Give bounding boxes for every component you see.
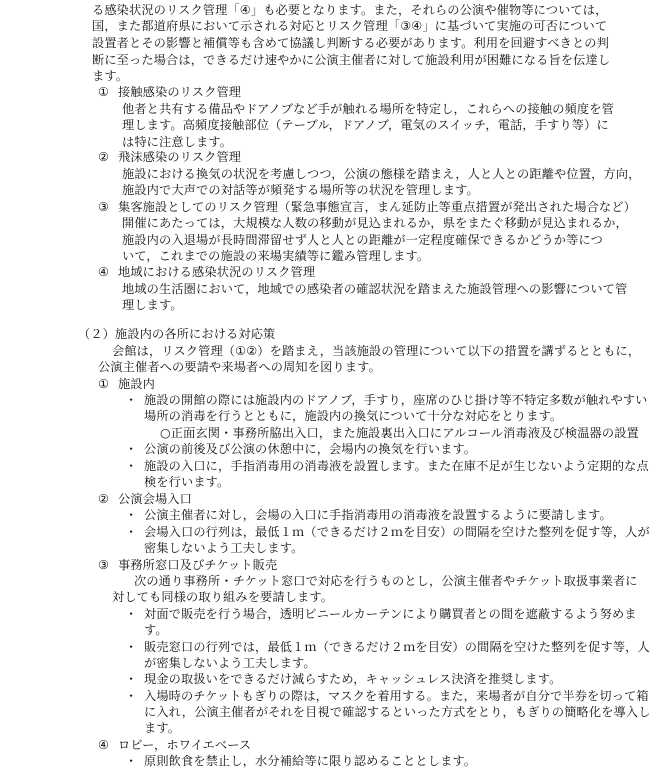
risk-3-number: ③ <box>98 199 110 214</box>
risk-3-line: 施設内の入退場が長時間滞留せず人と人との距離が一定程度確保できるかどうか等につ <box>122 232 603 247</box>
risk-2-number: ② <box>98 149 110 164</box>
risk-4-line: 地域の生活圏において，地域での感染者の確認状況を踏まえた施設管理への影響について管 <box>122 281 628 296</box>
bullet-text: 公演主催者に対し，会場の入口に手指消毒用の消毒液を設置するように要請します。 <box>144 508 612 523</box>
section-2-heading: （２）施設内の各所における対応策 <box>78 327 276 342</box>
bullet-text: に入れ，公演主催者がそれを目視で確認するといった方式をとり，もぎりの簡略化を導入し <box>144 705 651 719</box>
risk-1-line: 理します。高頻度接触部位（テーブル，ドアノブ，電気のスイッチ，電話，手すり等）に <box>122 117 609 132</box>
risk-1-number: ① <box>98 84 110 99</box>
risk-4-line: 理します。 <box>122 297 183 312</box>
bullet-icon: ・ <box>125 508 138 523</box>
risk-1-line: は特に注意します。 <box>122 134 233 149</box>
bullet-text: 場所の消毒を行うとともに，施設内の換気について十分な対応をとります。 <box>144 409 563 424</box>
bullet-icon: ・ <box>125 459 138 474</box>
intro-line-3: 設置者とその影響と補償等も含めて協議し判断する必要があります。利用を回避すべきとの判 <box>92 35 609 50</box>
risk-2-line: 施設内で大声での対話等が頻発する場所等の状況を管理します。 <box>122 182 479 197</box>
bullet-text: 検を行います。 <box>144 475 230 490</box>
area-1-number: ① <box>98 377 110 392</box>
bullet-text: 原則飲食を禁止し，水分補給等に限り認めることとします。 <box>144 754 477 768</box>
risk-4-title: 地域における感染状況のリスク管理 <box>118 264 316 279</box>
bullet-text: 密集しないよう工夫します。 <box>144 541 304 556</box>
area-3-title: 事務所窓口及びチケット販売 <box>118 558 278 572</box>
intro-line-5: ます。 <box>92 68 129 83</box>
bullet-icon: ・ <box>125 442 138 457</box>
bullet-text: 入場時のチケットもぎりの際は，マスクを着用する。また，来場者が自分で半券を切って箱 <box>144 688 649 703</box>
bullet-icon: ・ <box>125 607 138 621</box>
bullet-text: 会場入口の行列は，最低１ｍ（できるだけ２ｍを目安）の間隔を空けた整列を促す等，人が <box>144 525 650 540</box>
intro-line-2: 国，また都道府県において示される対応とリスク管理「③④」に基づいて実施の可否について <box>92 19 608 34</box>
area-3-intro-line: 対しても同様の取り組みを要請します。 <box>112 590 334 605</box>
bullet-text: す。 <box>144 623 168 638</box>
risk-2-title: 飛沫感染のリスク管理 <box>118 149 242 164</box>
section-2-intro-line: 会館は，リスク管理（①②）を踏まえ，当該施設の管理について以下の措置を講ずるとともに， <box>112 344 641 359</box>
area-1-title: 施設内 <box>118 377 156 392</box>
area-4-number: ④ <box>98 737 110 752</box>
section-2-intro-line: 公演主催者への要請や来場者への周知を図ります。 <box>98 360 381 375</box>
intro-line-1: る感染状況のリスク管理「④」も必要となります。また，それらの公演や催物等については， <box>92 3 608 17</box>
bullet-icon: ・ <box>125 525 138 540</box>
bullet-text: 販売窓口の行列では，最低１ｍ（できるだけ２ｍを目安）の間隔を空けた整列を促す等，人 <box>144 639 650 654</box>
bullet-icon: ・ <box>125 393 138 408</box>
risk-1-title: 接触感染のリスク管理 <box>118 84 242 99</box>
bullet-text: 現金の取扱いをできるだけ減らすため，キャッシュレス決済を推奨します。 <box>144 672 562 687</box>
bullet-icon: ・ <box>125 639 138 654</box>
bullet-icon: ・ <box>125 688 138 703</box>
bullet-text: 施設の入口に，手指消毒用の消毒液を設置します。また在庫不足が生じないよう定期的な点 <box>144 459 649 474</box>
area-2-title: 公演会場入口 <box>118 492 193 507</box>
area-3-number: ③ <box>98 558 110 572</box>
risk-3-line: いて，これまでの施設の来場実績等に鑑み管理します。 <box>122 248 430 263</box>
risk-4-number: ④ <box>98 264 110 279</box>
bullet-text: 施設の開館の際には施設内のドアノブ，手すり，座席のひじ掛け等不特定多数が触れやすい <box>144 393 648 408</box>
risk-2-line: 施設における換気の状況を考慮しつつ，公演の態様を踏まえ，人と人との距離や位置，方向， <box>122 166 641 181</box>
risk-3-line: 開催にあたっては，大規模な人数の移動が見込まれるか，県をまたぐ移動が見込まれるか， <box>122 215 628 230</box>
intro-line-4: 断に至った場合は，できるだけ速やかに公演主催者に対して施設利用が困難になる旨を伝達し <box>92 52 611 67</box>
bullet-text: 対面で販売を行う場合，透明ビニールカーテンにより購買者との間を遮蔽するよう努めま <box>144 607 637 621</box>
area-2-number: ② <box>98 492 110 507</box>
risk-1-line: 他者と共有する備品やドアノブなど手が触れる場所を特定し，これらへの接触の頻度を管 <box>122 101 614 116</box>
bullet-icon: ・ <box>125 672 138 687</box>
bullet-text: が密集しないよう工夫します。 <box>144 656 316 670</box>
risk-3-title: 集客施設としてのリスク管理（緊急事態宣言，まん延防止等重点措置が発出された場合など） <box>118 199 636 214</box>
sub-item-text: ○正面玄関・事務所脇出入口，また施設裏出入口にアルコール消毒液及び検温器の設置 <box>160 426 639 441</box>
area-3-intro-line: 次の通り事務所・チケット窓口で対応を行うものとし，公演主催者やチケット取扱事業者に <box>134 574 638 589</box>
area-4-title: ロビー，ホワイエベース <box>118 737 252 752</box>
bullet-text: 公演の前後及び公演の休憩中に，会場内の換気を行います。 <box>144 442 477 457</box>
bullet-text: ます。 <box>144 721 181 736</box>
bullet-icon: ・ <box>125 754 138 768</box>
